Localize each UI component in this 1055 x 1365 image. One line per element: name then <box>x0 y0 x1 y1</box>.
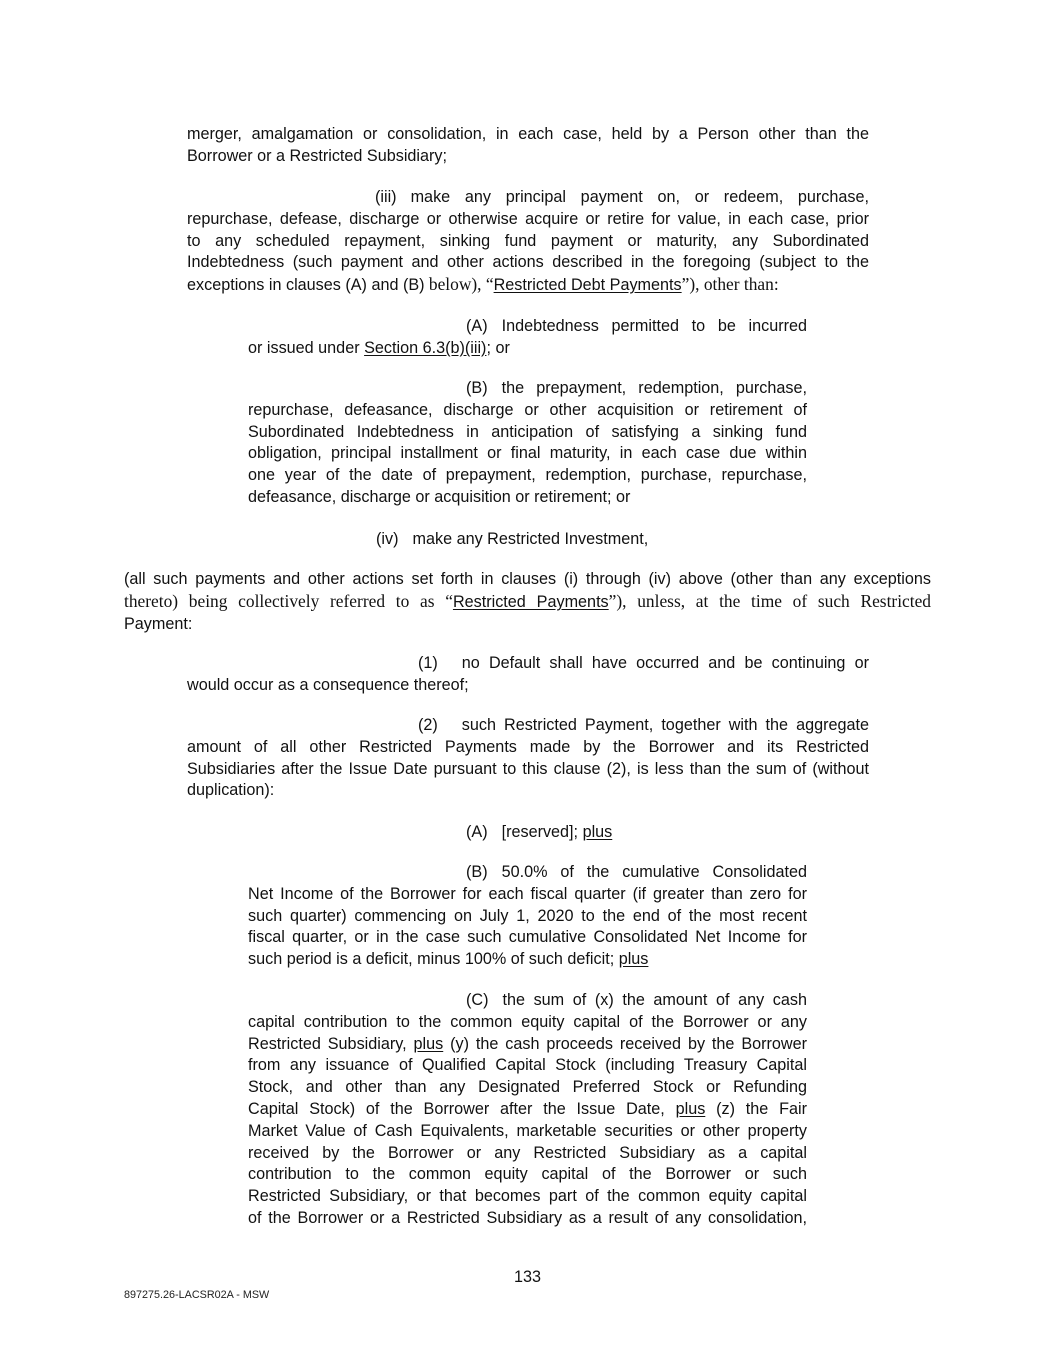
clause-marker: (B) <box>466 379 488 397</box>
text-line: Payment: <box>124 614 193 633</box>
text-line <box>248 862 807 884</box>
defined-term-restricted-payments: Restricted Payments <box>452 592 609 611</box>
clause-text: make any Restricted Investment, <box>412 530 649 548</box>
text-segment: thereto) being collectively referred to as “ <box>124 590 453 611</box>
text-line: to any scheduled repayment, sinking fund payment or maturity, any Subordinated <box>187 231 869 250</box>
defined-term-restricted-debt-payments: Restricted Debt Payments <box>493 276 682 295</box>
text-line <box>248 949 807 971</box>
text-line: capital contribution to the common equity capital of the Borrower or any <box>248 1012 807 1031</box>
plus-term: plus <box>618 950 649 969</box>
text-line: Market Value of Cash Equivalents, marketable securities or other property <box>248 1121 807 1140</box>
clause-text: no Default shall have occurred and be continuing or <box>461 654 869 672</box>
document-footer-id: 897275.26-LACSR02A - MSW <box>124 1289 270 1301</box>
text-line: defeasance, discharge or acquisition or retirement; or <box>248 487 631 506</box>
text-line: obligation, principal installment or final maturity, in each case due within <box>248 444 807 463</box>
text-line: Subsidiaries after the Issue Date pursuant to this clause (2), is less than the sum of (without <box>187 759 869 778</box>
text-line: from any issuance of Qualified Capital Stock (including Treasury Capital <box>248 1056 807 1075</box>
text-line: Net Income of the Borrower for each fiscal quarter (if greater than zero for <box>248 884 807 903</box>
text-line <box>248 990 807 1012</box>
text-line: fiscal quarter, or in the case such cumulative Consolidated Net Income for <box>248 928 807 947</box>
page-number: 133 <box>513 1268 541 1286</box>
text-line: merger, amalgamation or consolidation, in each case, held by a Person other than the <box>187 125 869 143</box>
text-segment: (z) the Fair <box>705 1099 808 1118</box>
condition-2-c <box>248 990 807 1230</box>
clause-text: 50.0% of the cumulative Consolidated <box>501 863 807 881</box>
text-line: repurchase, defeasance, discharge or other acquisition or retirement of <box>248 400 807 419</box>
section-reference-link[interactable]: Section 6.3(b)(iii) <box>364 338 487 357</box>
clause-text: the sum of (x) the amount of any cash <box>502 991 807 1009</box>
text-segment: below), “ <box>424 274 494 295</box>
text-line: Restricted Subsidiary, or that becomes part of the common equity capital <box>248 1187 807 1206</box>
text-line: Subordinated Indebtedness in anticipation of satisfying a sinking fund <box>248 422 807 441</box>
clause-marker: (iv) <box>376 530 399 548</box>
paragraph-restricted-payments <box>124 569 931 635</box>
text-line <box>187 274 869 297</box>
text-line <box>187 653 869 675</box>
text-line: (all such payments and other actions set forth in clauses (i) through (iv) above (other than any exceptions <box>124 570 931 588</box>
paragraph-merger <box>187 124 869 168</box>
text-line <box>187 187 869 209</box>
text-line <box>248 1034 807 1056</box>
condition-2 <box>187 715 869 802</box>
text-line <box>248 338 807 360</box>
text-line: amount of all other Restricted Payments made by the Borrower and its Restricted <box>187 737 869 756</box>
condition-2-b <box>248 862 807 971</box>
text-line: one year of the date of prepayment, redemption, purchase, repurchase, <box>248 466 807 485</box>
text-line: of the Borrower or a Restricted Subsidiary as a result of any consolidation, <box>248 1208 807 1227</box>
clause-marker: (B) <box>466 863 488 881</box>
clause-marker: (A) <box>466 823 488 841</box>
text-line: would occur as a consequence thereof; <box>187 675 469 694</box>
text-segment: ”), unless, at the time of such Restricted <box>608 590 931 611</box>
text-line: repurchase, defease, discharge or otherwise acquire or retire for value, in each case, prior <box>187 209 869 228</box>
text-segment: such period is a deficit, minus 100% of such deficit; <box>248 950 619 969</box>
text-line <box>248 822 807 844</box>
condition-1 <box>187 653 869 697</box>
condition-2-a <box>248 822 807 844</box>
clause-marker: (A) <box>466 317 488 335</box>
text-line: Stock, and other than any Designated Preferred Stock or Refunding <box>248 1078 807 1097</box>
text-line: duplication): <box>187 781 275 800</box>
text-line: Borrower or a Restricted Subsidiary; <box>187 146 447 165</box>
plus-term: plus <box>413 1034 444 1053</box>
clause-text: such Restricted Payment, together with the aggregate <box>461 716 869 734</box>
clause-marker: (2) <box>418 716 438 734</box>
clause-marker: (iii) <box>375 188 397 206</box>
text-line: contribution to the common equity capital of the Borrower or such <box>248 1165 807 1184</box>
plus-term: plus <box>582 823 613 841</box>
text-segment: exceptions in clauses (A) and (B) <box>187 276 425 295</box>
text-line: such quarter) commencing on July 1, 2020 to the end of the most recent <box>248 906 807 925</box>
clause-iv <box>187 529 869 551</box>
clause-text: the prepayment, redemption, purchase, <box>501 379 807 397</box>
text-line <box>124 591 931 614</box>
text-line: Indebtedness (such payment and other actions described in the foregoing (subject to the <box>187 253 869 272</box>
text-line <box>248 316 807 338</box>
clause-iii-a <box>248 316 807 360</box>
clause-iii-b <box>248 378 807 509</box>
text-line <box>187 715 869 737</box>
clause-text: [reserved]; <box>501 823 583 841</box>
text-segment: ”), other than: <box>681 274 779 295</box>
clause-marker: (1) <box>418 654 438 672</box>
clause-text: Indebtedness permitted to be incurred <box>501 317 807 335</box>
text-segment: or issued under <box>248 338 365 357</box>
clause-iii <box>187 187 869 297</box>
text-segment: ; or <box>486 338 510 357</box>
text-line <box>248 378 807 400</box>
text-segment: (y) the cash proceeds received by the Borrower <box>443 1034 807 1053</box>
clause-text: make any principal payment on, or redeem, purchase, <box>410 188 869 206</box>
text-line <box>248 1099 807 1121</box>
clause-marker: (C) <box>466 991 489 1009</box>
text-line <box>187 529 869 551</box>
plus-term: plus <box>675 1099 706 1118</box>
text-line: received by the Borrower or any Restricted Subsidiary as a capital <box>248 1143 807 1162</box>
text-segment: Restricted Subsidiary, <box>248 1034 414 1053</box>
text-segment: Capital Stock) of the Borrower after the Issue Date, <box>248 1099 676 1118</box>
